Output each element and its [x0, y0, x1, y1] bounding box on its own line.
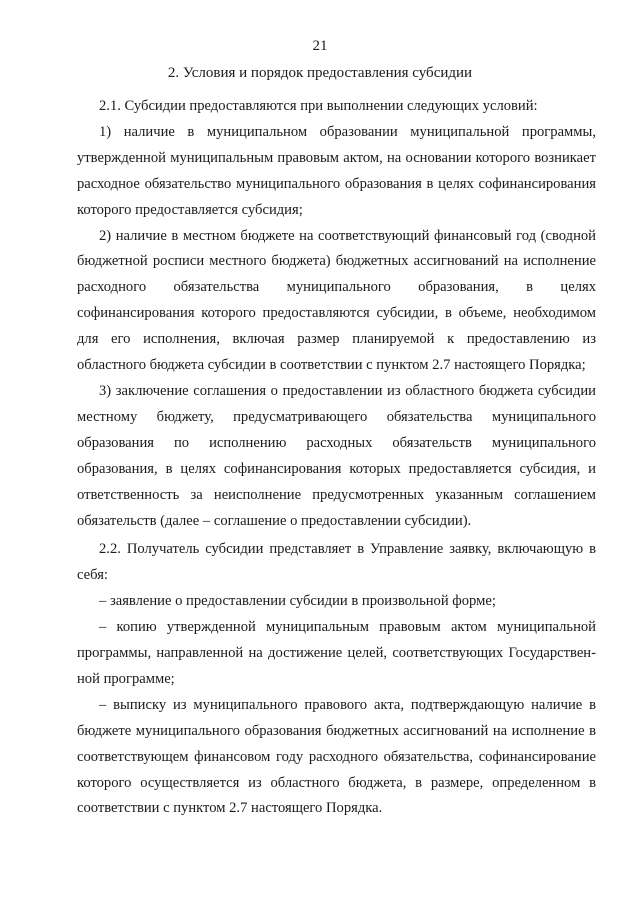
page-number: 21	[312, 38, 328, 54]
paragraph-condition-1: 1) наличие в муниципальном образовании муниципальной программы, утвержденной муниципальным правовым актом, на основании которого возникает расходное обязательство муниципального образования в целях софинансирования которого предоставляется субсидия;	[77, 123, 596, 218]
paragraph-condition-2: 2) наличие в местном бюджете на соответствующий финансовый год (сводной бюджетной росписи местного бюджета) бюджетных ассигнований на исполнение расходного обязательства муниципального образования, в целях софинансирования которого предоставляются субсидии, в объеме, необходимом для его исполнения, включая размер планируемой к предоставлению из областного бюджета субсидии в соответствии с пунктом 2.7 настоящего Порядка;	[77, 227, 596, 374]
paragraph-2-2: 2.2. Получатель субсидии представляет в Управление заявку, включающую в себя:	[77, 541, 596, 584]
list-item-program-copy: – копию утвержденной муниципальным правовым актом муниципальной программы, направленной на достижение целей, соответствующих Государственной программе;	[77, 619, 596, 687]
list-item-budget-extract: – выписку из муниципального правового акта, подтверждающую наличие в бюджете муниципального образования бюджетных ассигнований на исполнение в соответствующем финансовом году расходного обязательства, софинансирование которого осуществляется из областного бюджета, в размере, определенном в соответствии с пунктом 2.7 настоящего Порядка.	[77, 696, 596, 817]
list-item-application: – заявление о предоставлении субсидии в произвольной форме;	[99, 593, 496, 610]
document-body	[77, 94, 596, 822]
section-title: 2. Условия и порядок предоставления субсидии	[167, 65, 473, 81]
paragraph-condition-3: 3) заключение соглашения о предоставлении из областного бюджета субсидии местному бюджету, предусматривающего обязательства муниципального образования по исполнению расходных обязательств муниципального образования, в целях софинансирования которых предоставляется субсидия, и ответственность за неисполнение предусмотренных указанным соглашением обязательств (далее – соглашение о предоставлении субсидии).	[77, 382, 596, 529]
paragraph-2-1: 2.1. Субсидии предоставляются при выполнении следующих условий:	[99, 98, 538, 114]
